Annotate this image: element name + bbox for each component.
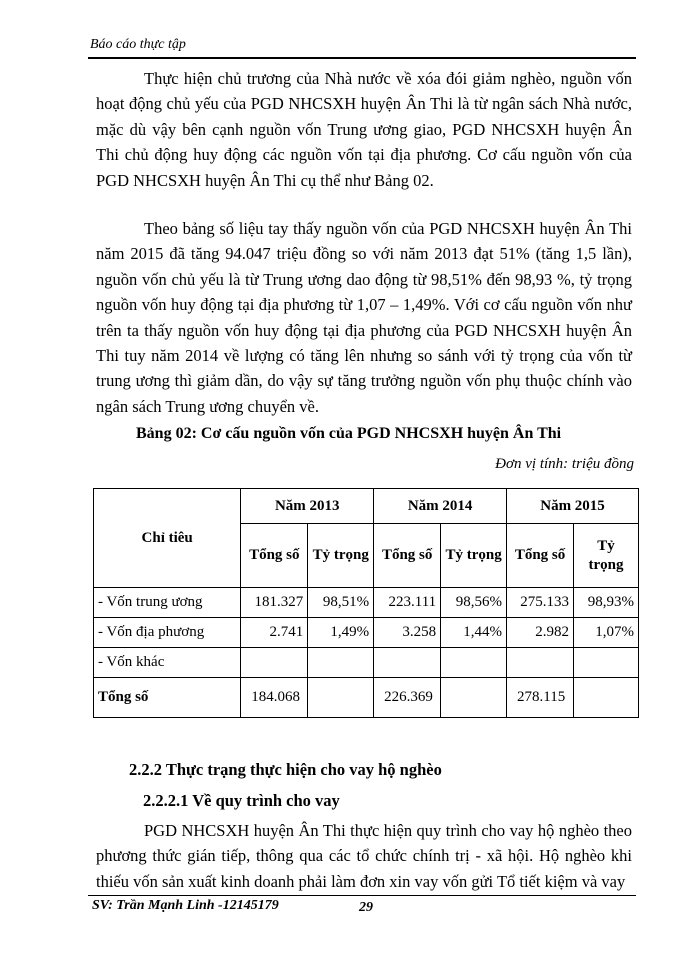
cell-ratio (441, 648, 507, 678)
header-ratio-2015: Tỷ trọng (574, 524, 639, 588)
header-total-2013: Tổng số (241, 524, 308, 588)
capital-structure-table (93, 488, 639, 718)
cell-ratio (574, 648, 639, 678)
header-ratio-2014: Tỷ trọng (441, 524, 507, 588)
cell-ratio: 1,44% (441, 618, 507, 648)
cell-ratio: 98,56% (441, 588, 507, 618)
header-divider (88, 57, 636, 59)
report-header: Báo cáo thực tập (90, 37, 186, 52)
row-label: - Vốn địa phương (94, 618, 241, 648)
header-total-2014: Tổng số (374, 524, 441, 588)
total-ratio-2015 (574, 678, 639, 718)
subsection-heading: 2.2.2.1 Về quy trình cho vay (143, 791, 340, 810)
table-row (94, 648, 639, 678)
cell-ratio: 1,07% (574, 618, 639, 648)
cell-value (241, 648, 308, 678)
paragraph-analysis: Theo bảng số liệu tay thấy nguồn vốn của PGD NHCSXH huyện Ân Thi năm 2015 đã tăng 94.047 triệu đồng so với năm 2013 đạt 51% (tăng 1,5 lần), nguồn vốn chủ yếu là từ Trung ương dao động từ 98,51% đến 98,93 %, tỷ trọng nguồn vốn huy động tại địa phương từ 1,07 – 1,49%. Với cơ cấu nguồn vốn như trên ta thấy nguồn vốn huy động tại địa phương của PGD NHCSXH huyện Ân Thi tuy năm 2014 về lượng có tăng lên nhưng so sánh với tỷ trọng của vốn từ trung ương thì giảm dần, do vậy sự tăng trưởng nguồn vốn phụ thuộc chính vào ngân sách Trung ương chuyển về. (96, 219, 632, 416)
header-ratio-2013: Tỷ trọng (308, 524, 374, 588)
cell-ratio: 98,51% (308, 588, 374, 618)
table-header-years (94, 489, 639, 524)
header-total-2015: Tổng số (507, 524, 574, 588)
section-heading: 2.2.2 Thực trạng thực hiện cho vay hộ nghèo (129, 760, 442, 779)
total-2014: 226.369 (374, 678, 441, 718)
paragraph-procedure: PGD NHCSXH huyện Ân Thi thực hiện quy trình cho vay hộ nghèo theo phương thức gián tiếp, thông qua các tổ chức chính trị - xã hội. Hộ nghèo khi thiếu vốn sản xuất kinh doanh phải làm đơn xin vay vốn gửi Tổ tiết kiệm và vay (96, 821, 632, 891)
header-year-2014: Năm 2014 (374, 489, 507, 524)
cell-value: 2.741 (241, 618, 308, 648)
row-label: - Vốn trung ương (94, 588, 241, 618)
table-unit: Đơn vị tính: triệu đồng (495, 456, 634, 472)
cell-ratio: 98,93% (574, 588, 639, 618)
page-number: 29 (359, 900, 373, 915)
header-year-2013: Năm 2013 (241, 489, 374, 524)
table-total-row (94, 678, 639, 718)
row-label: - Vốn khác (94, 648, 241, 678)
cell-value: 275.133 (507, 588, 574, 618)
total-2013: 184.068 (241, 678, 308, 718)
total-2015: 278.115 (507, 678, 574, 718)
header-year-2015: Năm 2015 (507, 489, 639, 524)
cell-value: 2.982 (507, 618, 574, 648)
cell-value: 181.327 (241, 588, 308, 618)
total-ratio-2014 (441, 678, 507, 718)
total-label: Tổng số (94, 678, 241, 718)
header-chi-tieu: Chỉ tiêu (94, 489, 241, 588)
cell-ratio (308, 648, 374, 678)
table-row (94, 588, 639, 618)
total-ratio-2013 (308, 678, 374, 718)
cell-ratio: 1,49% (308, 618, 374, 648)
cell-value (374, 648, 441, 678)
table-title: Bảng 02: Cơ cấu nguồn vốn của PGD NHCSXH huyện Ân Thi (136, 425, 562, 442)
cell-value: 223.111 (374, 588, 441, 618)
cell-value (507, 648, 574, 678)
table-row (94, 618, 639, 648)
footer-author: SV: Trần Mạnh Linh -12145179 (92, 898, 279, 913)
cell-value: 3.258 (374, 618, 441, 648)
paragraph-intro: Thực hiện chủ trương của Nhà nước về xóa đói giảm nghèo, nguồn vốn hoạt động chủ yếu của PGD NHCSXH huyện Ân Thi là từ ngân sách Nhà nước, mặc dù vậy bên cạnh nguồn vốn Trung ương giao, PGD NHCSXH huyện Ân Thi chủ động huy động các nguồn vốn tại địa phương. Cơ cấu nguồn vốn của PGD NHCSXH huyện Ân Thi cụ thể như Bảng 02. (96, 69, 632, 190)
footer-divider (88, 895, 636, 896)
